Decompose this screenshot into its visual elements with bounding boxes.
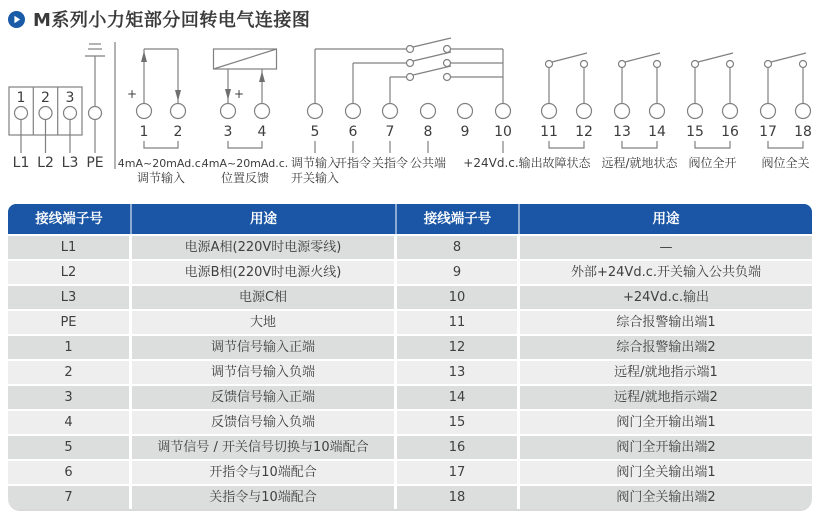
terminal-number: 2 (173, 124, 183, 140)
usage-cell: 电源B相(220V时电源火线) (132, 261, 397, 284)
terminal-no-cell: L2 (8, 261, 132, 284)
terminal-no-cell: PE (8, 311, 132, 334)
table-row (8, 486, 812, 509)
caption: 阀位全关 (761, 156, 810, 170)
up-arrow-icon (141, 51, 147, 62)
plus-sign: + (233, 87, 245, 101)
usage-cell: 调节信号 / 开关信号切换与10端配合 (132, 436, 397, 459)
terminal-number: 8 (423, 124, 433, 140)
command-switches (315, 38, 503, 104)
terminal-numbers (140, 124, 812, 140)
wiring-diagram (0, 32, 820, 188)
usage-cell: 阀门全关输出端1 (520, 461, 812, 484)
terminal-no-cell: 5 (8, 436, 132, 459)
usage-cell: 调节信号输入负端 (132, 361, 397, 384)
usage-cell: 反馈信号输入负端 (132, 411, 397, 434)
caption: 故障状态 (542, 156, 591, 170)
terminal-number: 17 (759, 124, 777, 140)
regulating-input-loop (127, 49, 181, 104)
switch-icon (407, 38, 452, 53)
terminal-number: 16 (721, 124, 739, 140)
ground-icon (85, 44, 105, 171)
terminal-number: 18 (794, 124, 812, 140)
terminal-table (8, 204, 812, 509)
relay-contact-icon (692, 53, 734, 104)
terminal-no-cell: 6 (8, 461, 132, 484)
table-row (8, 236, 812, 259)
plus-sign: + (126, 87, 138, 101)
usage-cell: 外部+24Vd.c.开关输入公共负端 (520, 261, 812, 284)
terminal-number: 6 (348, 124, 358, 140)
terminal-number: 11 (540, 124, 558, 140)
terminal-no-cell: 11 (397, 311, 520, 334)
terminal-number: 3 (223, 124, 233, 140)
caption: 4mA~20mAd.c. (201, 157, 289, 170)
table-row (8, 411, 812, 434)
terminal-no-cell: 2 (8, 361, 132, 384)
position-feedback-loop (214, 49, 277, 104)
switch-icon (407, 52, 452, 67)
terminal-number: 9 (460, 124, 470, 140)
page-header (0, 0, 820, 31)
terminal-no-cell: 10 (397, 286, 520, 309)
caption: 位置反馈 (220, 171, 270, 185)
power-terminal-block (9, 87, 82, 171)
play-badge-icon (8, 11, 25, 28)
caption: 公共端 (409, 156, 447, 170)
power-terminal-number: 1 (16, 90, 26, 106)
table-row (8, 286, 812, 309)
caption: 4mA~20mAd.c. (117, 157, 205, 170)
caption: 关指令 (371, 156, 409, 170)
terminal-no-cell: 17 (397, 461, 520, 484)
caption: 调节输入 (290, 156, 340, 170)
page-title: M系列小力矩部分回转电气连接图 (33, 10, 311, 31)
terminal-number: 4 (257, 124, 267, 140)
terminal-number: 7 (385, 124, 395, 140)
terminal-no-cell: 16 (397, 436, 520, 459)
table-row (8, 261, 812, 284)
down-arrow-icon (225, 89, 231, 100)
terminal-no-cell: L1 (8, 236, 132, 259)
terminal-number: 15 (686, 124, 704, 140)
table-row (8, 336, 812, 359)
power-terminal-number: 2 (41, 90, 50, 106)
usage-cell: 阀门全开输出端1 (520, 411, 812, 434)
usage-cell: 电源A相(220V时电源零线) (132, 236, 397, 259)
relay-contact-icon (619, 53, 661, 104)
usage-cell: 综合报警输出端2 (520, 336, 812, 359)
terminal-no-cell: L3 (8, 286, 132, 309)
terminal-no-cell: 18 (397, 486, 520, 509)
usage-cell: 开指令与10端配合 (132, 461, 397, 484)
terminal-number: 5 (310, 124, 320, 140)
terminal-no-cell: 7 (8, 486, 132, 509)
caption: 开指令 (334, 156, 372, 170)
relay-contact-icon (546, 53, 588, 104)
terminal-number: 10 (494, 124, 512, 140)
table-header (8, 204, 812, 234)
usage-cell: 调节信号输入正端 (132, 336, 397, 359)
caption: 阀位全开 (688, 156, 737, 170)
relay-contact-icon (765, 53, 807, 104)
usage-cell: 远程/就地指示端1 (520, 361, 812, 384)
terminal-no-cell: 15 (397, 411, 520, 434)
terminal-no-cell: 1 (8, 336, 132, 359)
terminal-circles (137, 104, 811, 119)
col-header-usage: 用途 (132, 204, 397, 234)
terminal-no-cell: 14 (397, 386, 520, 409)
caption: +24Vd.c.输出 (463, 156, 543, 170)
table-row (8, 436, 812, 459)
down-arrow-icon (175, 90, 181, 101)
caption: 调节输入 (136, 171, 186, 185)
usage-cell: — (520, 236, 812, 259)
terminal-number: 13 (613, 124, 631, 140)
switch-icon (407, 66, 452, 81)
power-label: L2 (37, 155, 54, 171)
col-header-usage: 用途 (652, 211, 680, 227)
col-header-terminal-no: 接线端子号 (8, 204, 132, 234)
table-row (8, 461, 812, 484)
terminal-no-cell: 4 (8, 411, 132, 434)
caption: 开关输入 (290, 171, 340, 185)
usage-cell: 阀门全开输出端2 (520, 436, 812, 459)
col-header-terminal-no: 接线端子号 (397, 204, 520, 234)
usage-cell: 电源C相 (132, 286, 397, 309)
group-brackets (144, 141, 803, 153)
power-label: PE (86, 155, 104, 171)
table-row (8, 311, 812, 334)
caption: 远程/就地状态 (601, 156, 678, 170)
usage-cell: +24Vd.c.输出 (520, 286, 812, 309)
power-terminal-number: 3 (65, 90, 75, 106)
terminal-number: 1 (139, 124, 149, 140)
table-row (8, 361, 812, 384)
usage-cell: 阀门全关输出端2 (520, 486, 812, 509)
terminal-no-cell: 3 (8, 386, 132, 409)
terminal-number: 12 (575, 124, 593, 140)
usage-cell: 关指令与10端配合 (132, 486, 397, 509)
usage-cell: 大地 (132, 311, 397, 334)
table-row (8, 386, 812, 409)
power-label: L1 (12, 155, 30, 171)
terminal-no-cell: 12 (397, 336, 520, 359)
diagram-captions (118, 155, 810, 185)
terminal-no-cell: 9 (397, 261, 520, 284)
usage-cell: 综合报警输出端1 (520, 311, 812, 334)
terminal-no-cell: 13 (397, 361, 520, 384)
terminal-no-cell: 8 (397, 236, 520, 259)
power-label: L3 (61, 155, 79, 171)
up-arrow-icon (259, 71, 265, 82)
terminal-number: 14 (648, 124, 666, 140)
table-body (8, 236, 812, 509)
usage-cell: 反馈信号输入正端 (132, 386, 397, 409)
usage-cell: 远程/就地指示端2 (520, 386, 812, 409)
